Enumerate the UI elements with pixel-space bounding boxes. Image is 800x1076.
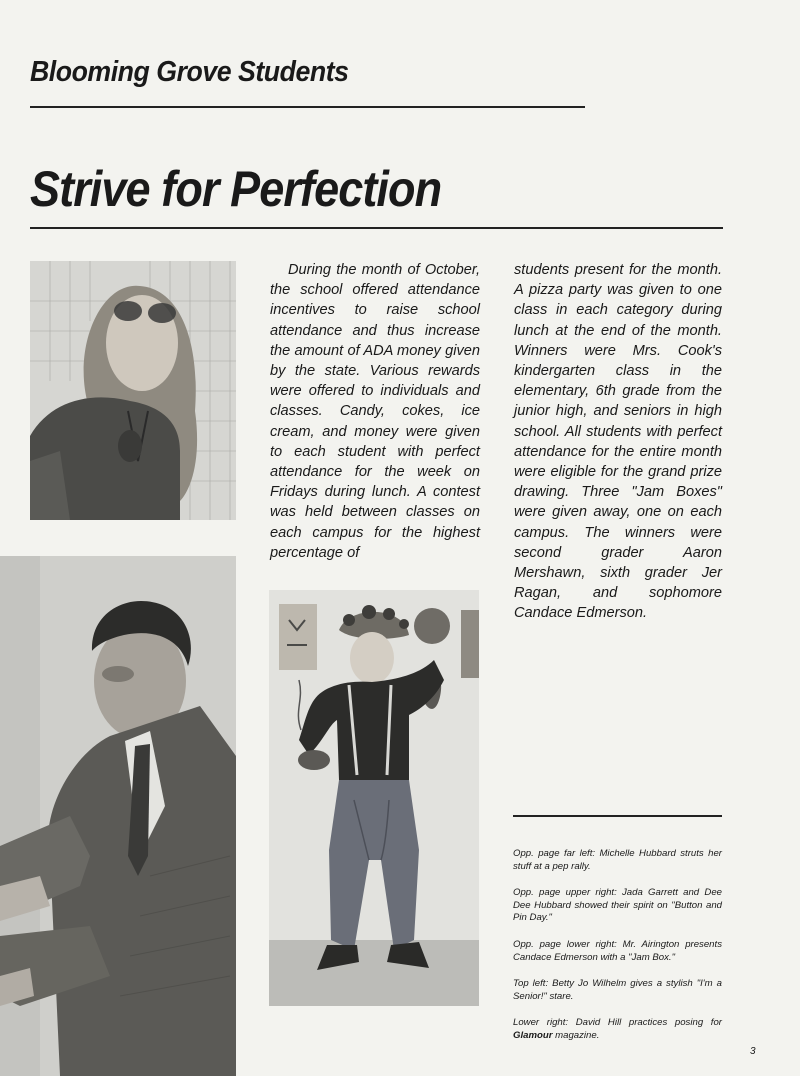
article-column-2: students present for the month. A pizza party was given to one class in each category during lunch at the end of the month. Winners were Mrs. Cook's kindergarten class in the elementary, 6th grade from the junior high, and seniors in high school. All students with perfect attendance for the entire month were eligible for the grand prize drawing. Three "Jam Boxes" were given away, one on each campus. The winners were second grader Aaron Mershawn, sixth grader Jer Ragan, and sophomore Candace Edmerson.: [514, 262, 722, 622]
caption-opp-far-left: Opp. page far left: Michelle Hubbard struts her stuff at a pep rally.: [513, 848, 722, 872]
caption-lower-right: [513, 1017, 722, 1042]
caption-magazine-name: Glamour: [513, 1029, 553, 1041]
article-column-1: During the month of October, the school offered attendance incentives to raise school attendance and thus increase the amount of ADA money given by the state. Various rewards were offered to individuals and classes. Candy, cokes, ice cream, and money were given to each student with perfect attendance for the week on Fridays during lunch. A contest was held between classes on each campus for the highest percentage of: [270, 262, 480, 561]
headline-rule: [30, 227, 723, 229]
page-number: 3: [750, 1046, 756, 1057]
headline: Strive for Perfection: [30, 161, 442, 217]
caption-rule: [513, 815, 722, 817]
caption-opp-lower-right: Opp. page lower right: Mr. Airington presents Candace Edmerson with a "Jam Box.": [513, 938, 722, 963]
section-title-rule: [30, 106, 585, 108]
section-title: Blooming Grove Students: [30, 56, 349, 88]
caption-top-left: Top left: Betty Jo Wilhelm gives a stylish "I'm a Senior!" stare.: [513, 978, 722, 1002]
photo-student-in-costume: [269, 590, 479, 1006]
caption-lower-right-tail: magazine.: [555, 1029, 600, 1041]
photo-captions: [513, 848, 722, 1057]
caption-opp-upper-right: Opp. page upper right: Jada Garrett and Dee Dee Hubbard showed their spirit on "Button and Pin Day.": [513, 887, 722, 924]
caption-lower-right-text: Lower right: David Hill practices posing for: [513, 1017, 722, 1029]
photo-man-in-blazer: [0, 556, 236, 1076]
photo-student-sunglasses: [30, 261, 236, 520]
